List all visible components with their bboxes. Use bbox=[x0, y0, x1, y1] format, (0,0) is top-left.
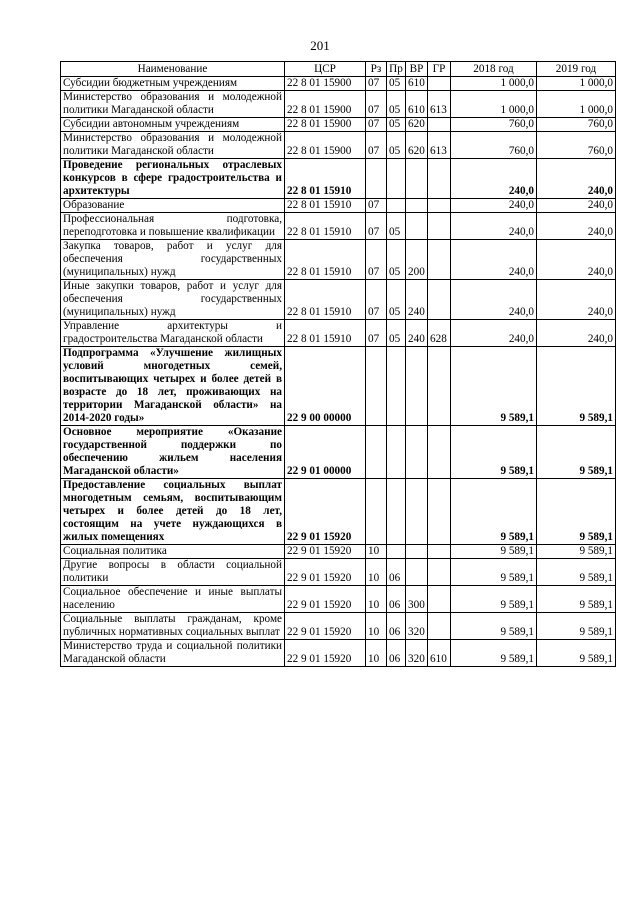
row-value-2018: 9 589,1 bbox=[451, 640, 537, 667]
row-rz: 07 bbox=[366, 132, 387, 159]
table-row bbox=[61, 545, 616, 559]
row-value-2018: 240,0 bbox=[451, 280, 537, 320]
table-row bbox=[61, 91, 616, 118]
row-csr-code: 22 9 01 15920 bbox=[285, 545, 366, 559]
row-vr bbox=[406, 159, 428, 199]
row-csr-code: 22 9 01 15920 bbox=[285, 559, 366, 586]
row-pr: 05 bbox=[387, 240, 406, 280]
header-vr: ВР bbox=[406, 62, 428, 77]
row-pr bbox=[387, 426, 406, 479]
row-value-2018: 1 000,0 bbox=[451, 91, 537, 118]
row-gr bbox=[428, 77, 451, 91]
row-gr bbox=[428, 118, 451, 132]
row-vr bbox=[406, 545, 428, 559]
row-rz: 07 bbox=[366, 199, 387, 213]
row-name: Социальное обеспечение и иные выплаты населению bbox=[61, 586, 285, 613]
row-pr: 05 bbox=[387, 132, 406, 159]
row-rz: 07 bbox=[366, 77, 387, 91]
row-value-2019: 9 589,1 bbox=[537, 640, 616, 667]
header-pr: Пр bbox=[387, 62, 406, 77]
row-csr-code: 22 8 01 15900 bbox=[285, 77, 366, 91]
row-vr: 240 bbox=[406, 320, 428, 347]
row-name: Профессиональная подготовка, переподготовка и повышение квалификации bbox=[61, 213, 285, 240]
row-name: Социальная политика bbox=[61, 545, 285, 559]
row-name: Закупка товаров, работ и услуг для обеспечения государственных (муниципальных) нужд bbox=[61, 240, 285, 280]
row-gr bbox=[428, 213, 451, 240]
row-csr-code: 22 8 01 15910 bbox=[285, 280, 366, 320]
row-csr-code: 22 8 01 15910 bbox=[285, 213, 366, 240]
row-vr bbox=[406, 347, 428, 426]
row-pr bbox=[387, 347, 406, 426]
row-gr bbox=[428, 199, 451, 213]
row-value-2019: 9 589,1 bbox=[537, 613, 616, 640]
row-vr: 240 bbox=[406, 280, 428, 320]
header-2019: 2019 год bbox=[537, 62, 616, 77]
row-csr-code: 22 9 01 15920 bbox=[285, 479, 366, 545]
table-row bbox=[61, 347, 616, 426]
row-rz bbox=[366, 347, 387, 426]
row-value-2018: 240,0 bbox=[451, 213, 537, 240]
row-csr-code: 22 9 01 15920 bbox=[285, 613, 366, 640]
table-row bbox=[61, 132, 616, 159]
row-rz: 07 bbox=[366, 91, 387, 118]
row-gr bbox=[428, 347, 451, 426]
row-csr-code: 22 8 01 15910 bbox=[285, 240, 366, 280]
table-row bbox=[61, 213, 616, 240]
row-rz: 10 bbox=[366, 545, 387, 559]
row-value-2018: 240,0 bbox=[451, 320, 537, 347]
table-row bbox=[61, 426, 616, 479]
row-value-2019: 240,0 bbox=[537, 213, 616, 240]
row-vr: 620 bbox=[406, 132, 428, 159]
table-row bbox=[61, 118, 616, 132]
row-csr-code: 22 8 01 15900 bbox=[285, 91, 366, 118]
row-value-2018: 9 589,1 bbox=[451, 586, 537, 613]
header-gr: ГР bbox=[428, 62, 451, 77]
row-rz: 07 bbox=[366, 320, 387, 347]
table-row bbox=[61, 240, 616, 280]
table-row bbox=[61, 320, 616, 347]
row-name: Субсидии автономным учреждениям bbox=[61, 118, 285, 132]
row-value-2019: 1 000,0 bbox=[537, 77, 616, 91]
row-name: Управление архитектуры и градостроительства Магаданской области bbox=[61, 320, 285, 347]
row-pr: 06 bbox=[387, 586, 406, 613]
row-vr: 320 bbox=[406, 613, 428, 640]
row-value-2019: 240,0 bbox=[537, 240, 616, 280]
row-pr bbox=[387, 545, 406, 559]
row-value-2018: 240,0 bbox=[451, 159, 537, 199]
row-vr bbox=[406, 213, 428, 240]
row-gr bbox=[428, 545, 451, 559]
row-pr: 05 bbox=[387, 91, 406, 118]
table-row bbox=[61, 559, 616, 586]
row-rz: 10 bbox=[366, 559, 387, 586]
row-rz: 10 bbox=[366, 640, 387, 667]
row-name: Иные закупки товаров, работ и услуг для обеспечения государственных (муниципальных) нужд bbox=[61, 280, 285, 320]
table-row bbox=[61, 613, 616, 640]
row-value-2019: 240,0 bbox=[537, 199, 616, 213]
row-pr: 05 bbox=[387, 77, 406, 91]
row-value-2018: 9 589,1 bbox=[451, 559, 537, 586]
row-csr-code: 22 9 01 00000 bbox=[285, 426, 366, 479]
row-name: Проведение региональных отраслевых конкурсов в сфере градостроительства и архитектуры bbox=[61, 159, 285, 199]
table-row bbox=[61, 159, 616, 199]
row-vr: 320 bbox=[406, 640, 428, 667]
row-gr bbox=[428, 613, 451, 640]
row-rz bbox=[366, 426, 387, 479]
row-rz bbox=[366, 479, 387, 545]
row-value-2019: 240,0 bbox=[537, 159, 616, 199]
row-vr bbox=[406, 426, 428, 479]
row-rz: 07 bbox=[366, 240, 387, 280]
row-vr bbox=[406, 199, 428, 213]
row-vr bbox=[406, 479, 428, 545]
row-rz: 07 bbox=[366, 213, 387, 240]
row-vr bbox=[406, 559, 428, 586]
row-value-2018: 9 589,1 bbox=[451, 545, 537, 559]
row-name: Социальные выплаты гражданам, кроме публичных нормативных социальных выплат bbox=[61, 613, 285, 640]
row-csr-code: 22 9 01 15920 bbox=[285, 640, 366, 667]
row-name: Подпрограмма «Улучшение жилищных условий многодетных семей, воспитывающих четырех и более детей в возрасте до 18 лет, проживающих на территории Магаданской области» на 2014-2020 годы» bbox=[61, 347, 285, 426]
row-gr bbox=[428, 479, 451, 545]
row-gr bbox=[428, 280, 451, 320]
row-csr-code: 22 8 01 15910 bbox=[285, 199, 366, 213]
row-vr: 200 bbox=[406, 240, 428, 280]
row-name: Другие вопросы в области социальной политики bbox=[61, 559, 285, 586]
header-name: Наименование bbox=[61, 62, 285, 77]
row-value-2018: 9 589,1 bbox=[451, 613, 537, 640]
row-pr bbox=[387, 199, 406, 213]
row-csr-code: 22 8 01 15910 bbox=[285, 320, 366, 347]
row-gr: 613 bbox=[428, 91, 451, 118]
table-row bbox=[61, 199, 616, 213]
table-row bbox=[61, 77, 616, 91]
row-value-2018: 9 589,1 bbox=[451, 479, 537, 545]
table-row bbox=[61, 479, 616, 545]
row-value-2018: 9 589,1 bbox=[451, 426, 537, 479]
row-value-2018: 240,0 bbox=[451, 240, 537, 280]
row-gr bbox=[428, 586, 451, 613]
row-value-2019: 760,0 bbox=[537, 132, 616, 159]
row-name: Министерство образования и молодежной политики Магаданской области bbox=[61, 91, 285, 118]
row-vr: 300 bbox=[406, 586, 428, 613]
row-name: Министерство труда и социальной политики Магаданской области bbox=[61, 640, 285, 667]
row-value-2019: 9 589,1 bbox=[537, 586, 616, 613]
header-2018: 2018 год bbox=[451, 62, 537, 77]
row-value-2019: 1 000,0 bbox=[537, 91, 616, 118]
row-gr bbox=[428, 159, 451, 199]
row-value-2019: 9 589,1 bbox=[537, 479, 616, 545]
row-name: Образование bbox=[61, 199, 285, 213]
row-csr-code: 22 9 01 15920 bbox=[285, 586, 366, 613]
row-value-2019: 760,0 bbox=[537, 118, 616, 132]
row-rz: 07 bbox=[366, 118, 387, 132]
row-name: Предоставление социальных выплат многодетным семьям, воспитывающим четырех и более детей до 18 лет, состоящим на учете нуждающихся в жилых помещениях bbox=[61, 479, 285, 545]
row-rz: 10 bbox=[366, 613, 387, 640]
row-name: Основное мероприятие «Оказание государственной поддержки по обеспечению жильем населения Магаданской области» bbox=[61, 426, 285, 479]
row-value-2019: 9 589,1 bbox=[537, 426, 616, 479]
row-value-2019: 240,0 bbox=[537, 320, 616, 347]
header-csr: ЦСР bbox=[285, 62, 366, 77]
row-value-2018: 9 589,1 bbox=[451, 347, 537, 426]
row-vr: 620 bbox=[406, 118, 428, 132]
row-pr: 05 bbox=[387, 118, 406, 132]
row-value-2019: 9 589,1 bbox=[537, 559, 616, 586]
row-name: Министерство образования и молодежной политики Магаданской области bbox=[61, 132, 285, 159]
row-gr: 610 bbox=[428, 640, 451, 667]
row-value-2019: 9 589,1 bbox=[537, 347, 616, 426]
row-gr: 628 bbox=[428, 320, 451, 347]
row-gr: 613 bbox=[428, 132, 451, 159]
row-value-2019: 240,0 bbox=[537, 280, 616, 320]
budget-table bbox=[60, 61, 616, 667]
row-gr bbox=[428, 240, 451, 280]
row-gr bbox=[428, 426, 451, 479]
row-gr bbox=[428, 559, 451, 586]
header-rz: Рз bbox=[366, 62, 387, 77]
row-pr bbox=[387, 159, 406, 199]
row-pr: 06 bbox=[387, 640, 406, 667]
row-pr: 05 bbox=[387, 320, 406, 347]
row-rz bbox=[366, 159, 387, 199]
row-pr bbox=[387, 479, 406, 545]
row-pr: 05 bbox=[387, 213, 406, 240]
table-header-row bbox=[61, 62, 616, 77]
row-pr: 05 bbox=[387, 280, 406, 320]
table-body bbox=[61, 77, 616, 667]
row-value-2018: 1 000,0 bbox=[451, 77, 537, 91]
row-value-2018: 760,0 bbox=[451, 118, 537, 132]
row-value-2018: 240,0 bbox=[451, 199, 537, 213]
page-number: 201 bbox=[310, 38, 330, 53]
table-row bbox=[61, 640, 616, 667]
row-rz: 10 bbox=[366, 586, 387, 613]
row-name: Субсидии бюджетным учреждениям bbox=[61, 77, 285, 91]
row-pr: 06 bbox=[387, 559, 406, 586]
table-row bbox=[61, 280, 616, 320]
row-vr: 610 bbox=[406, 77, 428, 91]
row-csr-code: 22 8 01 15900 bbox=[285, 132, 366, 159]
row-csr-code: 22 8 01 15910 bbox=[285, 159, 366, 199]
row-csr-code: 22 9 00 00000 bbox=[285, 347, 366, 426]
row-value-2018: 760,0 bbox=[451, 132, 537, 159]
row-value-2019: 9 589,1 bbox=[537, 545, 616, 559]
row-vr: 610 bbox=[406, 91, 428, 118]
row-pr: 06 bbox=[387, 613, 406, 640]
row-rz: 07 bbox=[366, 280, 387, 320]
table-row bbox=[61, 586, 616, 613]
row-csr-code: 22 8 01 15900 bbox=[285, 118, 366, 132]
